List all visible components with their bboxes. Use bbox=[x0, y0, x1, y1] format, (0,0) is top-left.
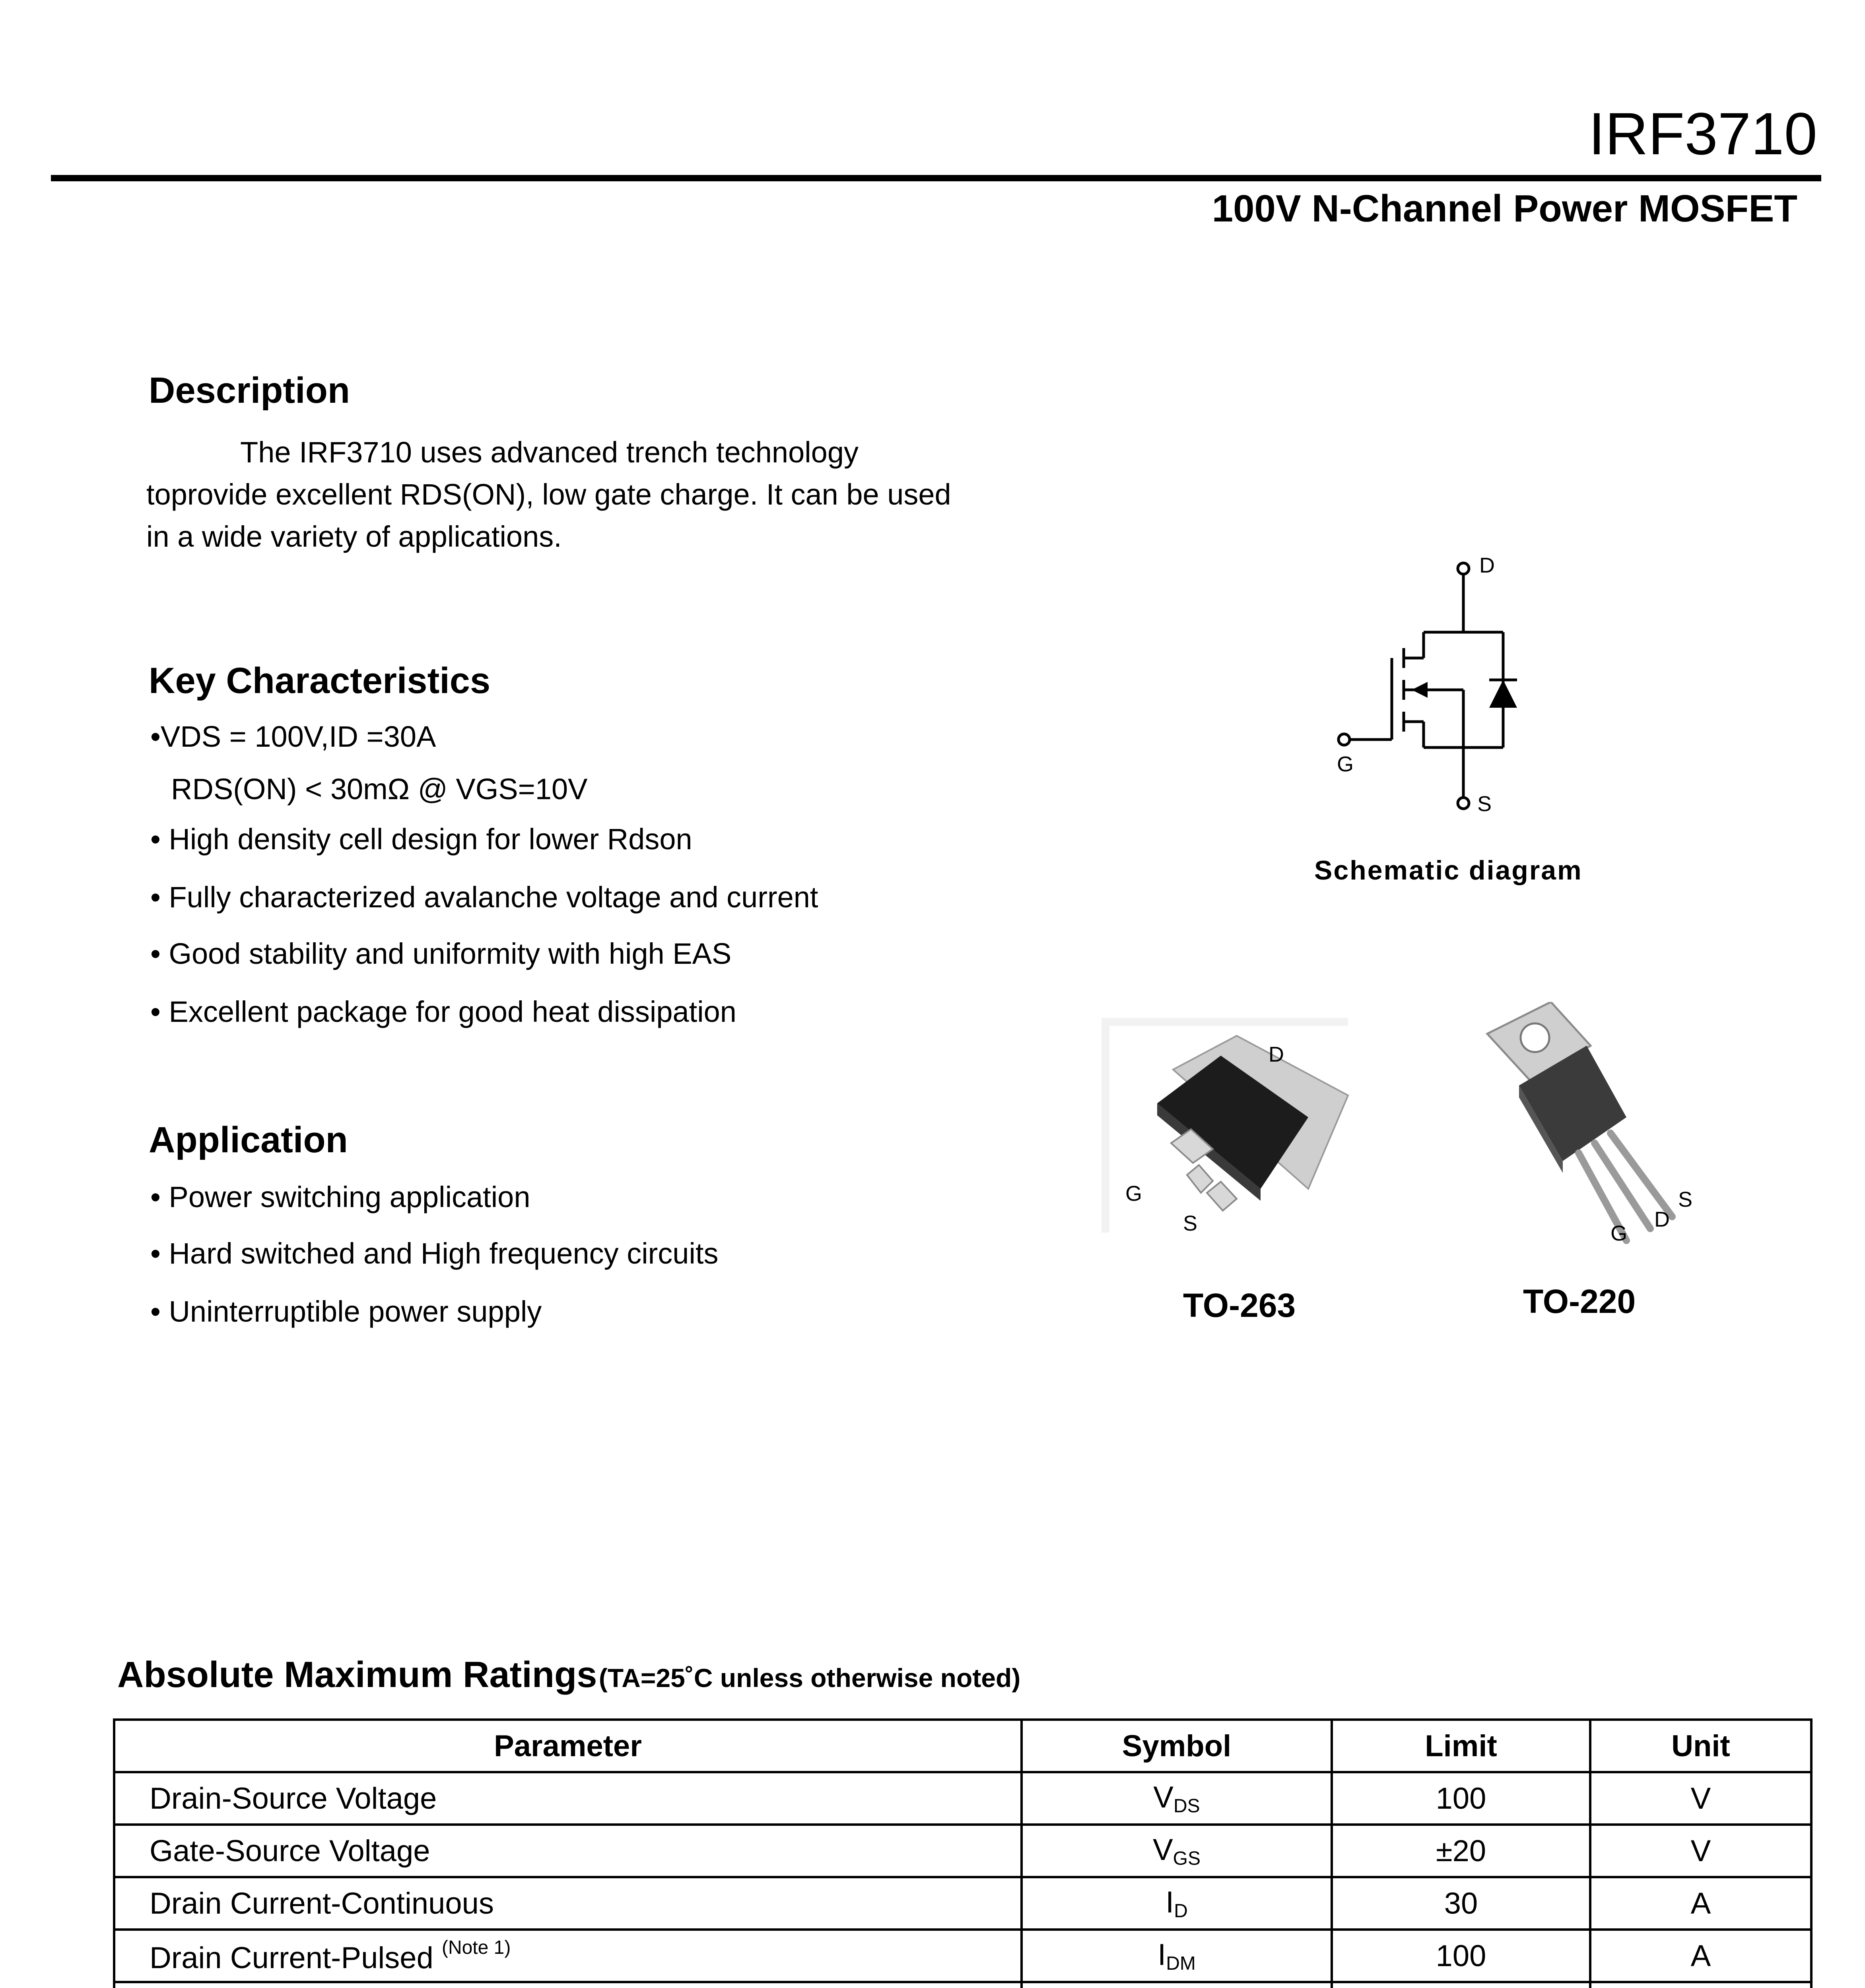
to220-label: TO-220 bbox=[1523, 1283, 1636, 1320]
list-item: •VDS = 100V,ID =30A bbox=[150, 720, 436, 753]
symbol-subscript: DM bbox=[1166, 1953, 1196, 1974]
table-row bbox=[114, 1825, 1811, 1877]
parameter-cell bbox=[114, 1877, 1022, 1930]
parameter-text: Gate-Source Voltage bbox=[150, 1834, 430, 1868]
symbol-text: V bbox=[1153, 1780, 1173, 1814]
to263-pin-s: S bbox=[1183, 1211, 1198, 1233]
to220-package-image bbox=[1471, 1002, 1726, 1256]
to263-label: TO-263 bbox=[1183, 1287, 1296, 1324]
application-heading: Application bbox=[149, 1120, 348, 1160]
symbol-cell bbox=[1022, 1877, 1332, 1930]
list-item: • Good stability and uniformity with high EAS bbox=[150, 937, 732, 970]
list-item: • Fully characterized avalanche voltage and current bbox=[150, 881, 818, 914]
description-line: in a wide variety of applications. bbox=[146, 520, 562, 553]
description-text bbox=[146, 431, 951, 558]
col-header-limit: Limit bbox=[1332, 1720, 1590, 1772]
description-line: The IRF3710 uses advanced trench technology bbox=[240, 436, 859, 469]
description-heading: Description bbox=[149, 370, 350, 411]
parameter-cell bbox=[114, 1772, 1022, 1825]
limit-cell bbox=[1332, 1982, 1590, 1988]
key-characteristics-heading: Key Characteristics bbox=[149, 660, 491, 701]
symbol-cell bbox=[1022, 1982, 1332, 1988]
parameter-text: Drain-Source Voltage bbox=[150, 1781, 437, 1815]
to263-pin-g: G bbox=[1125, 1182, 1142, 1206]
description-line: toprovide excellent RDS(ON), low gate charge. It can be used bbox=[146, 478, 951, 511]
table-row bbox=[114, 1877, 1811, 1930]
pin-label-s: S bbox=[1477, 792, 1492, 816]
to220-pin-g: G bbox=[1611, 1221, 1628, 1245]
symbol-cell bbox=[1022, 1930, 1332, 1982]
note-superscript: (Note 1) bbox=[441, 1937, 511, 1958]
part-subtitle: 100V N-Channel Power MOSFET bbox=[1212, 187, 1797, 230]
schematic-caption: Schematic diagram bbox=[1314, 855, 1583, 885]
to263-package-image bbox=[1102, 1018, 1356, 1233]
symbol-cell bbox=[1022, 1825, 1332, 1877]
limit-cell: 100 bbox=[1332, 1930, 1590, 1982]
parameter-text: Drain Current-Continuous bbox=[150, 1886, 494, 1920]
list-item: • High density cell design for lower Rdson bbox=[150, 823, 692, 856]
table-header-row bbox=[114, 1720, 1811, 1772]
unit-cell bbox=[1590, 1982, 1811, 1988]
table-row bbox=[114, 1930, 1811, 1982]
to220-pin-d: D bbox=[1654, 1208, 1670, 1231]
pin-label-d: D bbox=[1479, 553, 1495, 577]
list-item: RDS(ON) < 30mΩ @ VGS=10V bbox=[171, 773, 588, 806]
to263-pin-d: D bbox=[1269, 1043, 1284, 1066]
ratings-title-block bbox=[117, 1654, 1020, 1696]
unit-cell: V bbox=[1590, 1772, 1811, 1825]
ratings-title: Absolute Maximum Ratings bbox=[117, 1654, 597, 1695]
col-header-parameter: Parameter bbox=[114, 1720, 1022, 1772]
header-rule bbox=[51, 175, 1821, 181]
list-item: • Power switching application bbox=[150, 1180, 530, 1213]
pin-label-g: G bbox=[1337, 752, 1354, 776]
limit-cell: 100 bbox=[1332, 1772, 1590, 1825]
unit-cell: V bbox=[1590, 1825, 1811, 1877]
mosfet-schematic bbox=[1320, 549, 1567, 835]
ratings-table bbox=[113, 1718, 1813, 1988]
list-item: • Excellent package for good heat dissipation bbox=[150, 995, 736, 1028]
limit-cell: ±20 bbox=[1332, 1825, 1590, 1877]
limit-cell: 30 bbox=[1332, 1877, 1590, 1930]
table-row bbox=[114, 1772, 1811, 1825]
symbol-text: I bbox=[1158, 1938, 1166, 1972]
parameter-cell bbox=[114, 1825, 1022, 1877]
unit-cell: A bbox=[1590, 1930, 1811, 1982]
symbol-text: V bbox=[1152, 1833, 1173, 1867]
list-item: • Hard switched and High frequency circuits bbox=[150, 1237, 719, 1270]
unit-cell: A bbox=[1590, 1877, 1811, 1930]
application-list bbox=[150, 1180, 718, 1328]
symbol-text: I bbox=[1166, 1885, 1174, 1919]
symbol-subscript: GS bbox=[1173, 1848, 1201, 1869]
ratings-condition: (TA=25˚C unless otherwise noted) bbox=[598, 1663, 1021, 1693]
parameter-cell bbox=[114, 1930, 1022, 1982]
col-header-symbol: Symbol bbox=[1022, 1720, 1332, 1772]
to220-pin-s: S bbox=[1678, 1188, 1693, 1211]
parameter-cell bbox=[114, 1982, 1022, 1988]
list-item: • Uninterruptible power supply bbox=[150, 1295, 542, 1328]
parameter-text: Drain Current-Pulsed bbox=[150, 1941, 442, 1975]
key-characteristics-list bbox=[150, 720, 818, 1029]
part-number-title: IRF3710 bbox=[1588, 100, 1817, 167]
col-header-unit: Unit bbox=[1590, 1720, 1811, 1772]
symbol-subscript: DS bbox=[1173, 1795, 1200, 1817]
symbol-subscript: D bbox=[1174, 1900, 1188, 1922]
symbol-cell bbox=[1022, 1772, 1332, 1825]
table-row bbox=[114, 1982, 1811, 1988]
